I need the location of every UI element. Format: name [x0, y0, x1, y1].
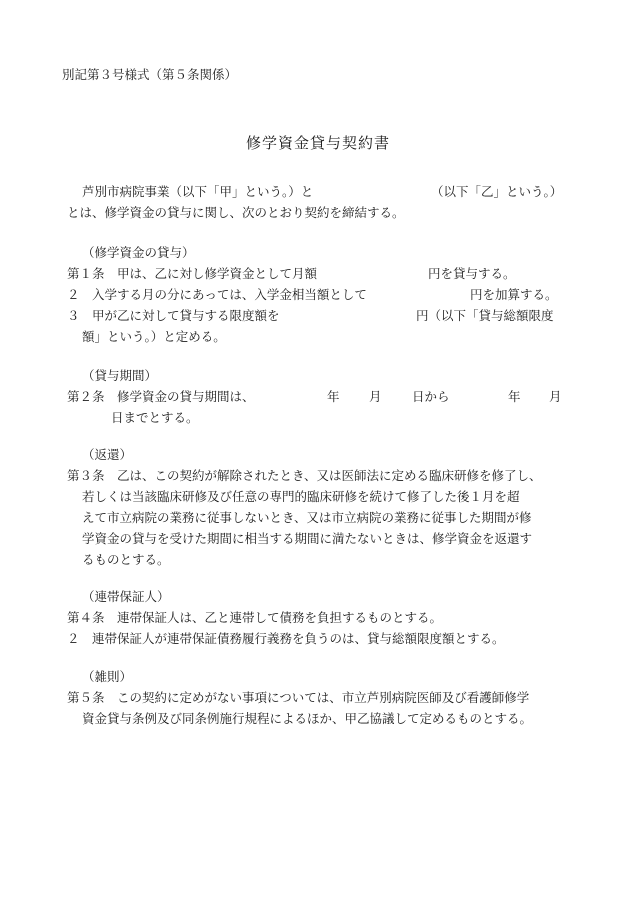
- article5-line1: 第５条 この契約に定めがない事項については、市立芦別病院医師及び看護師修学: [67, 690, 530, 705]
- preamble-line2: とは、修学資金の貸与に関し、次のとおり契約を締結する。: [67, 205, 405, 220]
- article2-year1: 年: [327, 389, 340, 404]
- article5-line2: 資金貸与条例及び同条例施行規程によるほか、甲乙協議して定めるものとする。: [82, 711, 533, 726]
- article2-month1: 月: [369, 389, 382, 404]
- article2-day-from: 日から: [412, 389, 450, 404]
- article1-heading: （修学資金の貸与）: [82, 245, 195, 260]
- article2-line1: 第２条 修学資金の貸与期間は、: [67, 389, 255, 404]
- preamble-line1-b: （以下「乙」という。）: [431, 184, 563, 199]
- article2-line2: 日までとする。: [111, 410, 199, 425]
- preamble-line1-a: 芦別市病院事業（以下「甲」という。）と: [82, 184, 314, 199]
- article4-heading: （連帯保証人）: [82, 589, 170, 604]
- article1-para3-b: 円（以下「貸与総額限度: [416, 308, 554, 323]
- article3-line1: 第３条 乙は、この契約が解除されたとき、又は医師法に定める臨床研修を修了し、: [67, 468, 542, 483]
- article1-para2-a: ２ 入学する月の分にあっては、入学金相当額として: [67, 287, 367, 302]
- article2-heading: （貸与期間）: [82, 368, 158, 383]
- article4-line1: 第４条 連帯保証人は、乙と連帯して債務を負担するものとする。: [67, 610, 443, 625]
- article3-line4: 学資金の貸与を受けた期間に相当する期間に満たないときは、修学資金を返還す: [82, 531, 533, 546]
- page-title: 修学資金貸与契約書: [246, 134, 391, 152]
- article4-line2: ２ 連帯保証人が連帯保証債務履行義務を負うのは、貸与総額限度額とする。: [67, 631, 505, 646]
- article5-heading: （雑則）: [82, 669, 133, 684]
- article2-month2: 月: [549, 389, 562, 404]
- article1-para1-a: 第１条 甲は、乙に対し修学資金として月額: [67, 266, 318, 281]
- article1-para2-b: 円を加算する。: [470, 287, 558, 302]
- article3-line2: 若しくは当該臨床研修及び任意の専門的臨床研修を続けて修了した後１月を超: [82, 489, 520, 504]
- article2-year2: 年: [508, 389, 521, 404]
- article3-heading: （返還）: [82, 447, 133, 462]
- article1-para1-b: 円を貸与する。: [428, 266, 516, 281]
- form-label: 別記第３号様式（第５条関係）: [62, 67, 238, 82]
- article1-para3-c: 額」という。）と定める。: [82, 329, 226, 344]
- article1-para3-a: ３ 甲が乙に対して貸与する限度額を: [67, 308, 280, 323]
- article3-line5: るものとする。: [82, 552, 170, 567]
- article3-line3: えて市立病院の業務に従事しないとき、又は市立病院の業務に従事した期間が修: [82, 510, 532, 525]
